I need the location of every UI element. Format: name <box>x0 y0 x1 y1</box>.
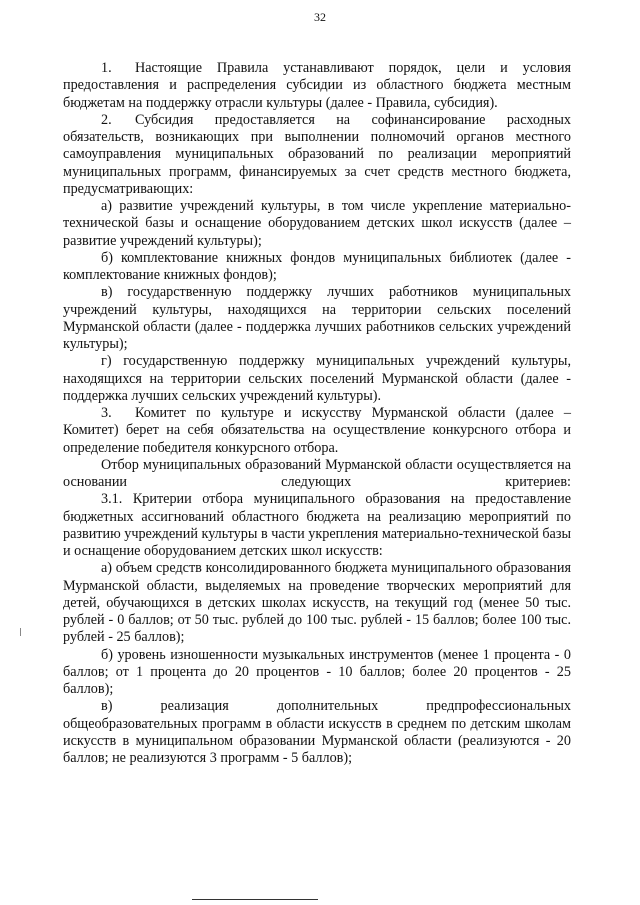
paragraph-number: 3. <box>101 405 112 421</box>
criterion-v: в) реализация дополнительных предпрофессиональных общеобразовательных программ в области искусств в среднем по детским школам искусств в муниципальном образовании Мурманской области (реализуются - 20 баллов; не реализуются 3 программ - 5 баллов); <box>63 698 571 766</box>
subparagraph-b: б) комплектование книжных фондов муниципальных библиотек (далее - комплектование книжных фондов); <box>63 249 571 283</box>
page-number: 32 <box>314 10 326 24</box>
criteria-3-1: 3.1. Критерии отбора муниципального образования на предоставление бюджетных ассигнований областного бюджета на реализацию мероприятий по развитию учреждений культуры в части укрепления материально-технической базы и оснащение оборудованием детских школ искусств: <box>63 491 571 559</box>
paragraph-1 <box>63 60 571 112</box>
criterion-a: а) объем средств консолидированного бюджета муниципального образования Мурманской области, выделяемых на проведение творческих мероприятий для детей, обучающихся в детских школах искусств, на текущий год (менее 50 тыс. рублей - 0 баллов; от 50 тыс. рублей до 100 тыс. рублей - 15 баллов; более 100 тыс. рублей - 25 баллов); <box>63 560 571 646</box>
paragraph-text: Комитет по культуре и искусству Мурманской области (далее – Комитет) берет на себя обязательства на осуществление конкурсного отбора и определение победителя конкурсного отбора. <box>63 405 571 456</box>
paragraph-text: Настоящие Правила устанавливают порядок, цели и условия предоставления и распределения субсидии из областного бюджета местным бюджетам на поддержку отрасли культуры (далее - Правила, субсидия). <box>63 60 571 111</box>
document-body <box>63 60 571 767</box>
paragraph-number: 2. <box>101 111 112 128</box>
paragraph-text: Субсидия предоставляется на софинансирование расходных обязательств, возникающих при выполнении полномочий органов местного самоуправления муниципальных образований по реализации мероприятий муниципальных программ, финансируемых за счет средств местного бюджета, предусматривающих: <box>63 111 571 197</box>
subparagraph-v: в) государственную поддержку лучших работников муниципальных учреждений культуры, находящихся на территории сельских поселений Мурманской области (далее - поддержка лучших работников сельских учреждений культуры); <box>63 284 571 352</box>
subparagraph-a: а) развитие учреждений культуры, в том числе укрепление материально-технической базы и оснащение оборудованием детских школ искусств (далее – развитие учреждений культуры); <box>63 198 571 249</box>
selection-intro: Отбор муниципальных образований Мурманской области осуществляется на основании следующих критериев: <box>63 456 571 490</box>
subparagraph-g: г) государственную поддержку муниципальных учреждений культуры, находящихся на территории сельских поселений Мурманской области (далее - поддержка лучших сельских учреждений культуры). <box>63 353 571 404</box>
criterion-b: б) уровень изношенности музыкальных инструментов (менее 1 процента - 0 баллов; от 1 процента до 20 процентов - 10 баллов; более 20 процентов - 25 баллов); <box>63 646 571 697</box>
scan-margin-mark <box>20 628 21 636</box>
paragraph-number: 1. <box>101 60 112 76</box>
paragraph-3 <box>63 405 571 457</box>
footer-line <box>192 899 318 900</box>
paragraph-2 <box>63 112 571 198</box>
